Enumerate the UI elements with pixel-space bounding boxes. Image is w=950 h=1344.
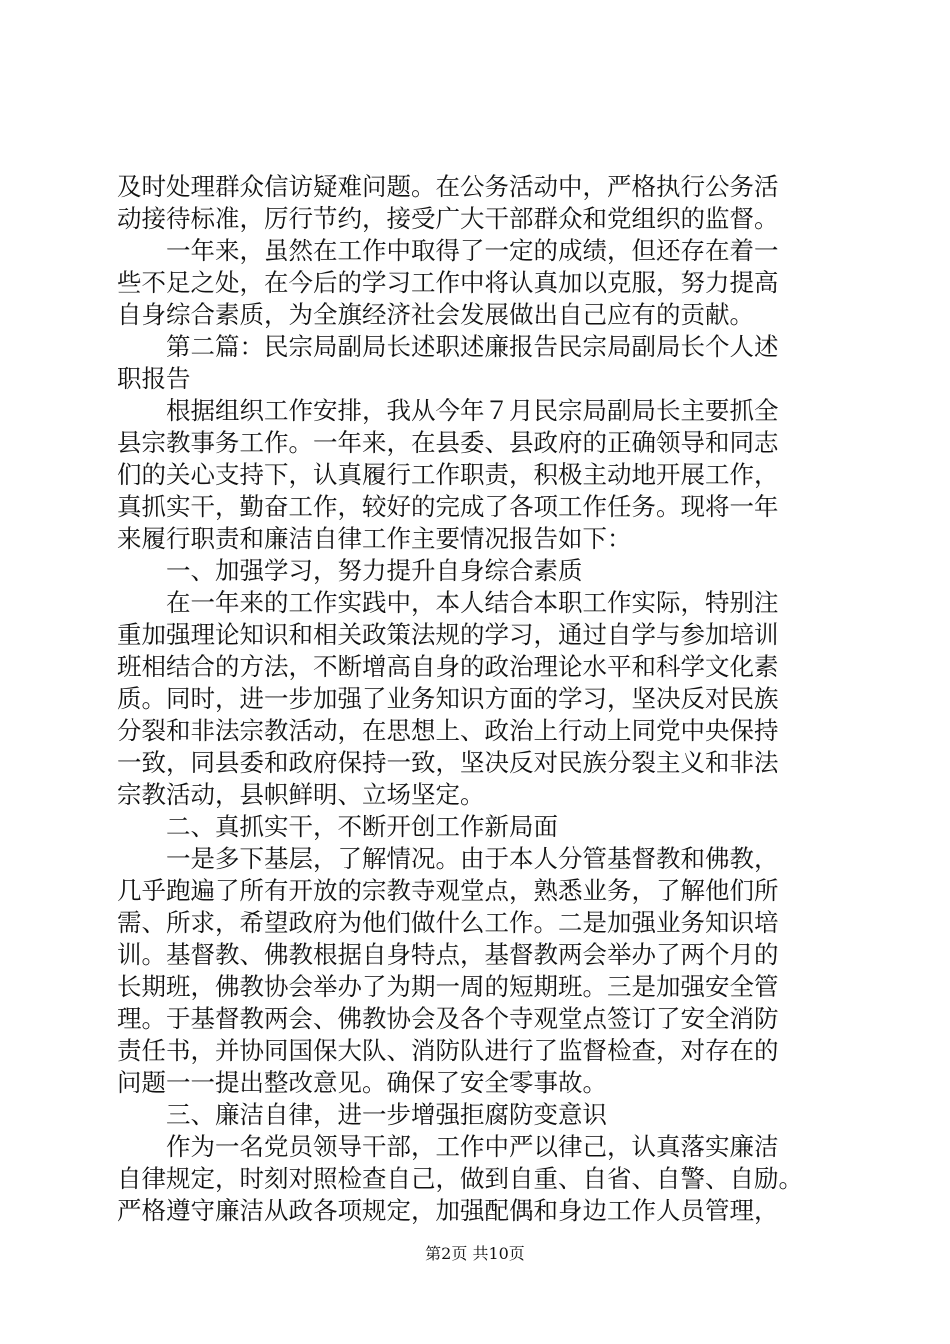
body-text-line: 及时处理群众信访疑难问题。在公务活动中，严格执行公务活 [117, 172, 779, 201]
body-text-line: 质。同时，进一步加强了业务知识方面的学习，坚决反对民族 [117, 684, 779, 713]
body-text-line: 作为一名党员领导干部，工作中严以律己，认真落实廉洁 [117, 1132, 779, 1161]
subsection-heading: 一、加强学习，努力提升自身综合素质 [117, 556, 583, 585]
body-text-line: 理。于基督教两会、佛教协会及各个寺观堂点签订了安全消防 [117, 1004, 779, 1033]
body-text-line: 严格遵守廉洁从政各项规定，加强配偶和身边工作人员管理， [117, 1196, 779, 1225]
body-text-line: 些不足之处，在今后的学习工作中将认真加以克服，努力提高 [117, 268, 779, 297]
body-text-line: 自身综合素质，为全旗经济社会发展做出自己应有的贡献。 [117, 300, 754, 329]
body-text-line: 责任书，并协同国保大队、消防队进行了监督检查，对存在的 [117, 1036, 779, 1065]
subsection-heading: 二、真抓实干，不断开创工作新局面 [117, 812, 558, 841]
section-heading: 第二篇：民宗局副局长述职述廉报告民宗局副局长个人述 [117, 332, 779, 361]
body-text-line: 真抓实干，勤奋工作，较好的完成了各项工作任务。现将一年 [117, 492, 779, 521]
body-text-line: 几乎跑遍了所有开放的宗教寺观堂点，熟悉业务，了解他们所 [117, 876, 779, 905]
body-text-line: 动接待标准，厉行节约，接受广大干部群众和党组织的监督。 [117, 204, 779, 233]
body-text-line: 问题一一提出整改意见。确保了安全零事故。 [117, 1068, 607, 1097]
body-text-line: 在一年来的工作实践中，本人结合本职工作实际，特别注 [117, 588, 779, 617]
body-text-line: 县宗教事务工作。一年来，在县委、县政府的正确领导和同志 [117, 428, 779, 457]
body-text-line: 一年来，虽然在工作中取得了一定的成绩，但还存在着一 [117, 236, 779, 265]
body-text-line: 重加强理论知识和相关政策法规的学习，通过自学与参加培训 [117, 620, 779, 649]
body-text-line: 一是多下基层，了解情况。由于本人分管基督教和佛教， [117, 844, 779, 873]
body-text-line: 长期班，佛教协会举办了为期一周的短期班。三是加强安全管 [117, 972, 779, 1001]
body-text-line: 宗教活动，县帜鲜明、立场坚定。 [117, 780, 485, 809]
body-text-line: 需、所求，希望政府为他们做什么工作。二是加强业务知识培 [117, 908, 779, 937]
body-text-line: 分裂和非法宗教活动，在思想上、政治上行动上同党中央保持 [117, 716, 779, 745]
body-text-line: 一致，同县委和政府保持一致，坚决反对民族分裂主义和非法 [117, 748, 779, 777]
body-text-line: 来履行职责和廉洁自律工作主要情况报告如下： [117, 524, 632, 553]
section-heading: 职报告 [117, 364, 191, 393]
body-text-line: 自律规定，时刻对照检查自己，做到自重、自省、自警、自励。 [117, 1164, 803, 1193]
body-text-line: 们的关心支持下，认真履行工作职责，积极主动地开展工作， [117, 460, 779, 489]
body-text-line: 班相结合的方法，不断增高自身的政治理论水平和科学文化素 [117, 652, 779, 681]
page-number-footer: 第2页 共10页 [425, 1244, 525, 1263]
body-text-line: 训。基督教、佛教根据自身特点，基督教两会举办了两个月的 [117, 940, 779, 969]
body-text-line: 根据组织工作安排，我从今年７月民宗局副局长主要抓全 [117, 396, 779, 425]
subsection-heading: 三、廉洁自律，进一步增强拒腐防变意识 [117, 1100, 607, 1129]
